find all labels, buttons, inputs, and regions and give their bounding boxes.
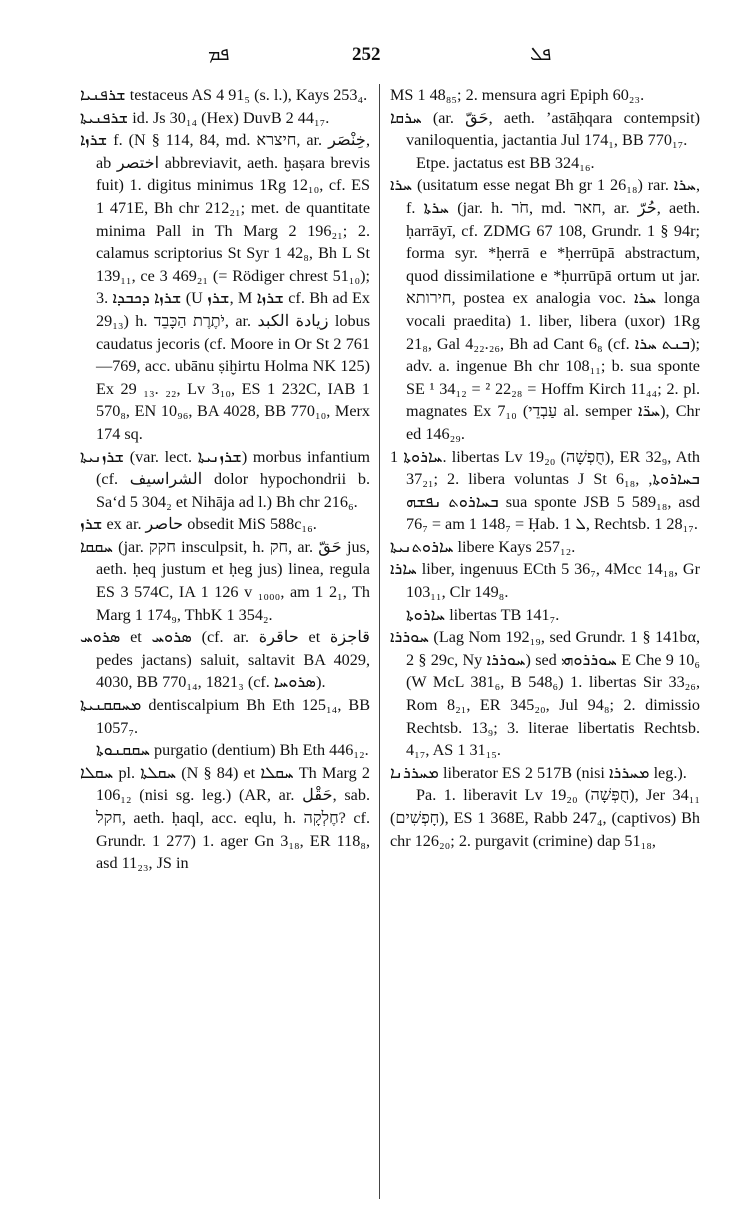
header-left-mark: ܦܡ	[208, 44, 230, 65]
left-column	[80, 84, 370, 875]
dictionary-entry: ܣܪܘܚ et ܣܪܘܚ (cf. ar. حاقرة et قاجزة pedes jactans) saluit, saltavit BA 4029, 4030, BB 770₁₄, 1821₃ (cf. ܣܪܘܚܐ).	[80, 628, 371, 692]
dictionary-entry: ܚܐܪܐ liber, ingenuus ECth 5 36₇, 4Mcc 14₁₈, Gr 103₁₁, Clr 149₈.	[390, 560, 700, 602]
dictionary-entry: ܚܩܩܐ (jar. חקק insculpsit, h. חק, ar. حَقّ jus, aeth. ḥeq justum et ḥeg jus) linea, regula ES 3 574C, IA 1 126 v ₁₀₀₀, am 1 2₁, Th Marg 1 174₉, ThbK 1 354₂.	[80, 537, 370, 624]
dictionary-entry: ܚܩܠܐ pl. ܚܩܠܬܐ (N § 84) et ܚܩܠܐ Th Marg 2 106₁₂ (nisi sg. leg.) (AR, ar. حَقْل, sab. חקל, aeth. ḥaql, acc. eqlu, h. חֶלְקָה? cf. Grundr. 1 277) 1. ager Gn 3₁₈, ER 118₈, asd 11₂₃, JS in	[80, 763, 371, 873]
dictionary-entry: ܫܪܙܢܝܬܐ (var. lect. ܫܪܙܢܝܬܐ) morbus infantium (cf. الشراسيف dolor hypochondrii b. Saʻd 5 304₂ et Nihāja ad l.) Bh chr 216₆.	[80, 447, 371, 511]
column-divider	[379, 84, 380, 1199]
dictionary-entry: ܚܘܪܪܐ (Lag Nom 192₁₉, sed Grundr. 1 § 141bα, 2 § 29c, Ny ܚܘܪܪܐ) sed ܚܘܪܪܘܗܝ E Che 9 10₆ (W McL 381₆, B 548₆) 1. libertas Sir 33₂₆, Rom 8₂₁, ER 345₂₀, Jul 94₈; 2. dimissio Rechtsb. 13₉; 3. literae libertatis Rechtsb. 4₁₇, AS 1 31₁₅.	[390, 628, 700, 760]
dictionary-entry: ܚܪܩܐ (ar. حَقّ, aeth. ʼastāḥqara contempsit) vaniloquentia, jactantia Jul 174₁, BB 770₁₇.	[390, 108, 701, 150]
dictionary-entry: ܚܪܐ (usitatum esse negat Bh gr 1 26₁₈) rar. ܚܪܐ, f. ܚܪܬܐ (jar. h. חֹר, md. חאר, ar. حُرّ, aeth. ḥarrāyī, cf. ZDMG 67 108, Grundr. 1 § 94r; forma syr. *ḥerrā e *ḥerrūpā abstractum, quod dissimilatione e *ḥurrūpā ortum ut jar. חירותא, postea ex analogia voc. ܚܪܐ longa vocali praedita) 1. liber, libera (uxor) 1Rg 21₈, Gal 4₂₂.₂₆, Bh ad Cant 6₈ (cf. ܒܢܬ ܚܪܐ); adv. a. ingenue Bh chr 108₁₁; b. sua sponte SE ¹ 34₁₂ = ² 22₂₈ = Hoffm Kirch 11₄₄; 2. pl. magnates Ex 7₁₀ (עַבְדֵי al. semper ܚܪ̈ܐ), Chr ed 146₂₉.	[390, 176, 701, 443]
dictionary-entry: ܫܪܙܐ f. (N § 114, 84, md. ‎חיצרא, ar. خِنْصَر, ab اختصر abbreviavit, aeth. ḫaṣara brevis fuit) 1. digitus minimus 1Rg 12₁₀, cf. ES 1 471E, Bh chr 212₂₁; met. de quantitate minima Pall in Th Marg 2 196₂₁; 2. calamus scriptorius St Syr 1 42₈, Bh L St 139₁₁, ce 3 469₂₁ (= Rödiger chrest 51₁₀); 3. ܫܪܙܐ ܕܟܒܕܐ (U ܫܪܙ, M ܫܪܙܐ cf. Bh ad Ex 29₁₃) h. יֹתֶרֶת הַכָּבֵד, ar. زيادة الكبد lobus caudatus jecoris (cf. Moore in Or St 2 761—769, acc. ubānu ṣiḫirtu Holma NK 125) Ex 29 ₁₃. ₂₂, Lv 3₁₀, ES 1 232C, IAB 1 570₈, EN 10₉₆, BA 4028, BB 770₁₀, Merx 174 sq.	[80, 131, 371, 443]
dictionary-subentry: Etpe. jactatus est BB 324₁₆.	[416, 153, 595, 172]
page-number: 252	[352, 44, 381, 65]
dictionary-entry: ܫܪܦܢܝܬܐ id. Js 30₁₄ (Hex) DuvB 2 44₁₇.	[80, 108, 330, 127]
dictionary-entry: ܚܐܪܘܬܐ libertas TB 141₇.	[406, 605, 560, 624]
dictionary-entry: ܫܪܙ ex ar. حاصر obsedit MiS 588c₁₆.	[80, 515, 317, 534]
dictionary-entry: ܚܐܪܘܬܢܝܬܐ libere Kays 257₁₂.	[390, 537, 576, 556]
dictionary-entry: ܫܪܦܢܝܐ testaceus AS 4 91₅ (s. l.), Kays 253₄.	[80, 86, 368, 104]
dictionary-entry: ܚܩܩܢܘܬܐ purgatio (dentium) Bh Eth 446₁₂.	[96, 741, 369, 760]
header-right-mark: ܦܠ	[530, 44, 552, 65]
dictionary-entry: ܡܚܪܪܢܐ liberator ES 2 517B (nisi ܡܚܪܪܐ leg.).	[390, 763, 687, 782]
page-header	[0, 44, 750, 70]
dictionary-entry: ܚܐܪܘܬܐ 1. libertas Lv 19₂₀ (חֻפְשָׁה), ER 32₉, Ath 37₂₁; 2. libera voluntas J St 6₁₈, ܒܚܐܪܘܬܐ, ܒܚܐܪܘܬ ܢܦܫܗ sua sponte JSB 5 589₁₈, asd 76₇ = am 1 148₇ = Ḥab. ܠ 1, Rechtsb. 1 28₁₇.	[390, 447, 700, 534]
right-column	[390, 84, 700, 852]
dictionary-subentry: Pa. 1. liberavit Lv 19₂₀ (חֻפְּשָׁה), Jer 34₁₁ (חָפְשִׁים), ES 1 368E, Rabb 247₄, (captivos) Bh chr 126₂₀; 2. purgavit (crimine) dap 51₁₈,	[390, 786, 700, 850]
dictionary-entry: ܡܚܩܩܢܝܬܐ dentiscalpium Bh Eth 125₁₄, BB 1057₇.	[80, 696, 370, 737]
dictionary-entry-continuation: MS 1 48₈₅; 2. mensura agri Epiph 60₂₃.	[390, 86, 645, 104]
